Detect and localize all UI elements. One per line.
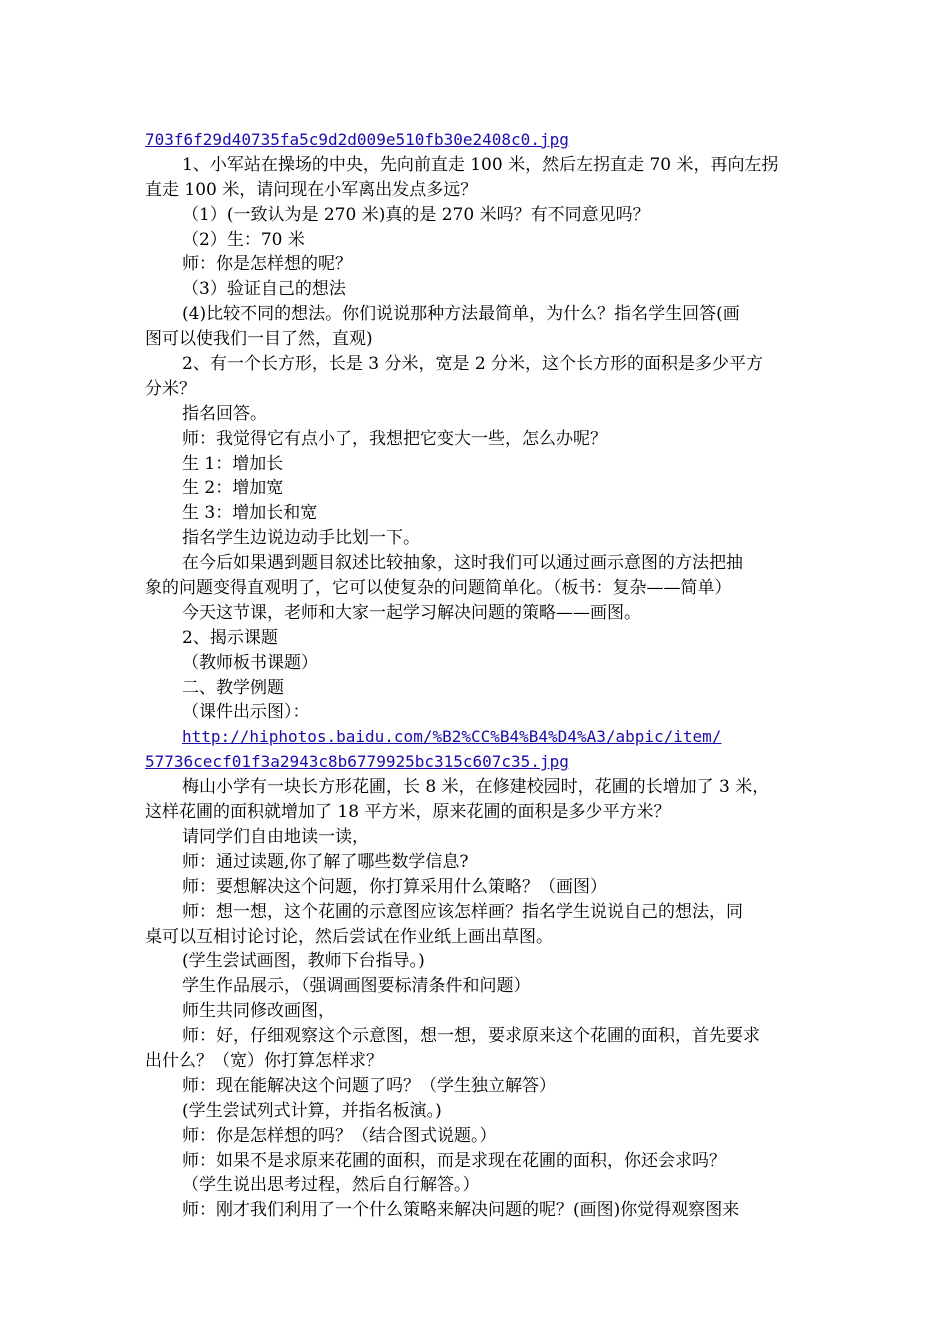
link-line — [145, 750, 810, 775]
text-line — [145, 277, 810, 302]
line-text: (4)比较不同的想法。你们说说那种方法最简单，为什么？指名学生回答(画 — [182, 304, 740, 325]
text-line — [145, 825, 810, 850]
line-text: （1）(一致认为是 270 米)真的是 270 米吗？有不同意见吗？ — [182, 204, 650, 225]
link-line — [145, 128, 810, 153]
text-line — [145, 452, 810, 477]
text-line — [145, 427, 810, 452]
line-text: 师：现在能解决这个问题了吗？（学生独立解答） — [182, 1075, 556, 1096]
line-text: 出什么？（宽）你打算怎样求？ — [145, 1050, 383, 1071]
text-line — [145, 875, 810, 900]
text-line — [145, 1099, 810, 1124]
text-line — [145, 626, 810, 651]
text-line — [145, 526, 810, 551]
text-line — [145, 775, 810, 800]
text-line — [145, 501, 810, 526]
text-line — [145, 1173, 810, 1198]
text-line — [145, 178, 810, 203]
line-text: 2、有一个长方形，长是 3 分米，宽是 2 分米，这个长方形的面积是多少平方 — [182, 354, 764, 375]
image-link[interactable]: 703f6f29d40735fa5c9d2d009e510fb30e2408c0.jpg — [145, 130, 569, 149]
line-text: 梅山小学有一块长方形花圃，长 8 米，在修建校园时，花圃的长增加了 3 米， — [182, 777, 770, 798]
text-line — [145, 999, 810, 1024]
line-text: （教师板书课题） — [182, 652, 318, 673]
line-text: （3）验证自己的想法 — [182, 279, 346, 300]
text-line — [145, 551, 810, 576]
text-line — [145, 1074, 810, 1099]
text-line — [145, 576, 810, 601]
text-line — [145, 352, 810, 377]
text-line — [145, 800, 810, 825]
text-line — [145, 1124, 810, 1149]
line-text: 二、教学例题 — [182, 677, 284, 698]
line-text: 这样花圃的面积就增加了 18 平方米，原来花圃的面积是多少平方米？ — [145, 802, 671, 823]
line-text: 师：通过读题,你了解了哪些数学信息? — [182, 851, 469, 872]
line-text: 图可以使我们一目了然，直观) — [145, 329, 373, 350]
line-text: 直走 100 米，请问现在小军离出发点多远？ — [145, 179, 478, 200]
line-text: 师：想一想，这个花圃的示意图应该怎样画？指名学生说说自己的想法，同 — [182, 901, 743, 922]
text-line — [145, 327, 810, 352]
line-text: （2）生：70 米 — [182, 229, 305, 250]
text-line — [145, 676, 810, 701]
line-text: 请同学们自由地读一读， — [182, 826, 369, 847]
line-text: （学生说出思考过程，然后自行解答。） — [182, 1175, 480, 1196]
line-text: 指名回答。 — [182, 403, 267, 424]
line-text: 在今后如果遇到题目叙述比较抽象，这时我们可以通过画示意图的方法把抽 — [182, 553, 743, 574]
line-text: 师：我觉得它有点小了，我想把它变大一些，怎么办呢？ — [182, 428, 607, 449]
line-text: （课件出示图）： — [182, 702, 310, 723]
text-line — [145, 402, 810, 427]
text-line — [145, 1198, 810, 1223]
line-text: (学生尝试列式计算，并指名板演。) — [182, 1100, 442, 1121]
line-text: 指名学生边说边动手比划一下。 — [182, 528, 420, 549]
image-link[interactable]: http://hiphotos.baidu.com/%B2%CC%B4%B4%D4%A3/abpic/item/ — [182, 727, 722, 747]
text-line — [145, 1049, 810, 1074]
text-line — [145, 700, 810, 725]
image-link[interactable]: 57736cecf01f3a2943c8b6779925bc315c607c35.jpg — [145, 752, 569, 772]
text-line — [145, 900, 810, 925]
text-line — [145, 925, 810, 950]
line-text: 生 2：增加宽 — [182, 478, 284, 499]
line-text: 师：你是怎样想的吗？（结合图式说题。） — [182, 1125, 497, 1146]
text-line — [145, 377, 810, 402]
line-text: 桌可以互相讨论讨论，然后尝试在作业纸上画出草图。 — [145, 926, 553, 947]
text-line — [145, 252, 810, 277]
line-text: 象的问题变得直观明了，它可以使复杂的问题简单化。（板书：复杂——简单） — [145, 578, 732, 599]
text-line — [145, 850, 810, 875]
text-line — [145, 228, 810, 253]
line-text: 师：刚才我们利用了一个什么策略来解决问题的呢？(画图)你觉得观察图来 — [182, 1200, 740, 1221]
line-text: 1、小军站在操场的中央，先向前直走 100 米，然后左拐直走 70 米，再向左拐 — [182, 154, 779, 175]
text-line — [145, 1024, 810, 1049]
line-text: 师：如果不是求原来花圃的面积，而是求现在花圃的面积，你还会求吗？ — [182, 1150, 726, 1171]
text-line — [145, 476, 810, 501]
text-line — [145, 949, 810, 974]
text-line — [145, 302, 810, 327]
line-text: 师：你是怎样想的呢？ — [182, 254, 352, 275]
line-text: 生 3：增加长和宽 — [182, 503, 318, 524]
line-text: 2、揭示课题 — [182, 627, 278, 648]
line-text: 分米？ — [145, 378, 196, 399]
line-text: 师生共同修改画图， — [182, 1001, 335, 1022]
text-line — [145, 153, 810, 178]
text-line — [145, 203, 810, 228]
link-line — [145, 725, 810, 750]
text-line — [145, 601, 810, 626]
document-body — [145, 128, 810, 1223]
line-text: (学生尝试画图，教师下台指导。) — [182, 951, 425, 972]
line-text: 师：要想解决这个问题，你打算采用什么策略？（画图） — [182, 876, 607, 897]
text-line — [145, 1149, 810, 1174]
line-text: 生 1：增加长 — [182, 453, 284, 474]
text-line — [145, 651, 810, 676]
text-line — [145, 974, 810, 999]
line-text: 学生作品展示，（强调画图要标清条件和问题） — [182, 976, 531, 997]
line-text: 师：好，仔细观察这个示意图，想一想，要求原来这个花圃的面积，首先要求 — [182, 1026, 760, 1047]
line-text: 今天这节课，老师和大家一起学习解决问题的策略——画图。 — [182, 602, 641, 623]
